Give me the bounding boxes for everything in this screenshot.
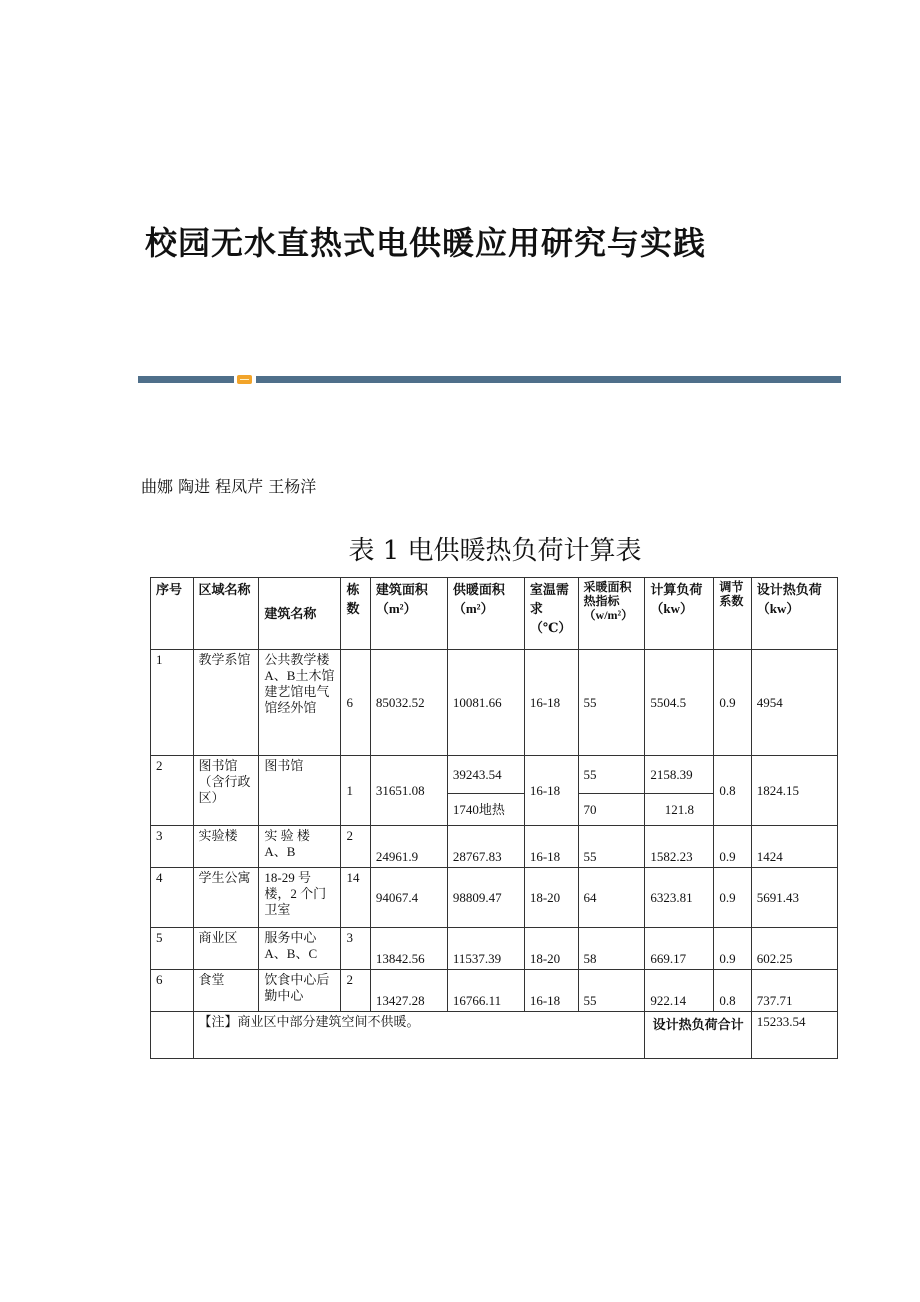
cell-count: 14 [341,868,370,928]
cell-zone: 图书馆（含行政区） [193,756,259,826]
footer-blank [151,1012,194,1059]
cell-building-area: 24961.9 [370,826,447,868]
cell-heating-area: 10081.66 [447,650,524,756]
cell-zone: 学生公寓 [193,868,259,928]
cell-calc-load: 669.17 [645,928,714,970]
cell-zone: 教学系馆 [193,650,259,756]
cell-adjust: 0.9 [714,928,751,970]
envelope-icon [237,375,252,384]
cell-room-temp: 16-18 [524,756,578,826]
header-zone: 区域名称 [193,578,259,650]
cell-design-load: 5691.43 [751,868,837,928]
cell-heat-index: 64 [578,868,645,928]
footer-note: 【注】商业区中部分建筑空间不供暖。 [193,1012,645,1059]
cell-seq: 3 [151,826,194,868]
cell-count: 2 [341,826,370,868]
cell-building: 公共教学楼A、B土木馆建艺馆电气馆经外馆 [259,650,341,756]
table-row [151,650,838,756]
header-adjust: 调节系数 [714,578,751,650]
table-row [151,826,838,868]
cell-calc-load: 1582.23 [645,826,714,868]
cell-adjust: 0.9 [714,650,751,756]
cell-heat-index: 58 [578,928,645,970]
cell-seq: 4 [151,868,194,928]
table-footer-row [151,1012,838,1059]
cell-count: 3 [341,928,370,970]
cell-calc-load: 6323.81 [645,868,714,928]
cell-building-area: 94067.4 [370,868,447,928]
table-caption: 表 1 电供暖热负荷计算表 [348,536,642,566]
cell-building-area: 13427.28 [370,970,447,1012]
cell-heat-index: 55 [578,650,645,756]
table-header-row [151,578,838,650]
table-row [151,868,838,928]
cell-heating-area: 11537.39 [447,928,524,970]
cell-heat-index-sub: 70 [578,794,645,826]
cell-seq: 1 [151,650,194,756]
cell-count: 6 [341,650,370,756]
header-building: 建筑名称 [259,578,341,650]
cell-room-temp: 16-18 [524,970,578,1012]
header-count: 栋数 [341,578,370,650]
cell-calc-load: 922.14 [645,970,714,1012]
footer-total-label: 设计热负荷合计 [645,1012,751,1059]
cell-room-temp: 16-18 [524,826,578,868]
cell-design-load: 737.71 [751,970,837,1012]
cell-adjust: 0.8 [714,970,751,1012]
cell-seq: 2 [151,756,194,826]
cell-seq: 6 [151,970,194,1012]
cell-room-temp: 18-20 [524,868,578,928]
cell-zone: 食堂 [193,970,259,1012]
table-row [151,928,838,970]
header-design-load: 设计热负荷（kw） [751,578,837,650]
cell-heating-area: 98809.47 [447,868,524,928]
header-seq: 序号 [151,578,194,650]
cell-building-area: 85032.52 [370,650,447,756]
divider-bar-right [256,376,841,383]
cell-building: 服务中心 A、B、C [259,928,341,970]
cell-design-load: 4954 [751,650,837,756]
cell-building: 实 验 楼 A、B [259,826,341,868]
header-building-area: 建筑面积（m²） [370,578,447,650]
cell-calc-load-sub: 121.8 [645,794,714,826]
cell-design-load: 1824.15 [751,756,837,826]
cell-building: 图书馆 [259,756,341,826]
cell-design-load: 602.25 [751,928,837,970]
cell-calc-load: 2158.39 [645,756,714,794]
header-heating-area: 供暖面积（m²） [447,578,524,650]
cell-heating-area-sub: 1740地热 [447,794,524,826]
table-row [151,756,838,794]
cell-design-load: 1424 [751,826,837,868]
heat-load-table [150,577,838,1059]
cell-zone: 实验楼 [193,826,259,868]
cell-seq: 5 [151,928,194,970]
table-row [151,970,838,1012]
header-heat-index: 采暖面积热指标（w/m²） [578,578,645,650]
cell-heat-index: 55 [578,970,645,1012]
footer-total-value: 15233.54 [751,1012,837,1059]
cell-building-area: 31651.08 [370,756,447,826]
cell-room-temp: 18-20 [524,928,578,970]
cell-calc-load: 5504.5 [645,650,714,756]
cell-zone: 商业区 [193,928,259,970]
cell-heating-area: 16766.11 [447,970,524,1012]
cell-heating-area: 28767.83 [447,826,524,868]
cell-heat-index: 55 [578,756,645,794]
cell-building-area: 13842.56 [370,928,447,970]
document-title: 校园无水直热式电供暖应用研究与实践 [145,224,707,262]
cell-heating-area: 39243.54 [447,756,524,794]
cell-building: 18-29 号楼，2 个门卫室 [259,868,341,928]
cell-adjust: 0.9 [714,868,751,928]
cell-adjust: 0.9 [714,826,751,868]
cell-heat-index: 55 [578,826,645,868]
title-divider [138,375,841,384]
cell-count: 2 [341,970,370,1012]
header-room-temp: 室温需求（℃） [524,578,578,650]
header-calc-load: 计算负荷（kw） [645,578,714,650]
cell-adjust: 0.8 [714,756,751,826]
cell-room-temp: 16-18 [524,650,578,756]
author-list: 曲娜 陶进 程凤芹 王杨洋 [141,477,317,496]
divider-bar-left [138,376,234,383]
cell-building: 饮食中心后勤中心 [259,970,341,1012]
cell-count: 1 [341,756,370,826]
